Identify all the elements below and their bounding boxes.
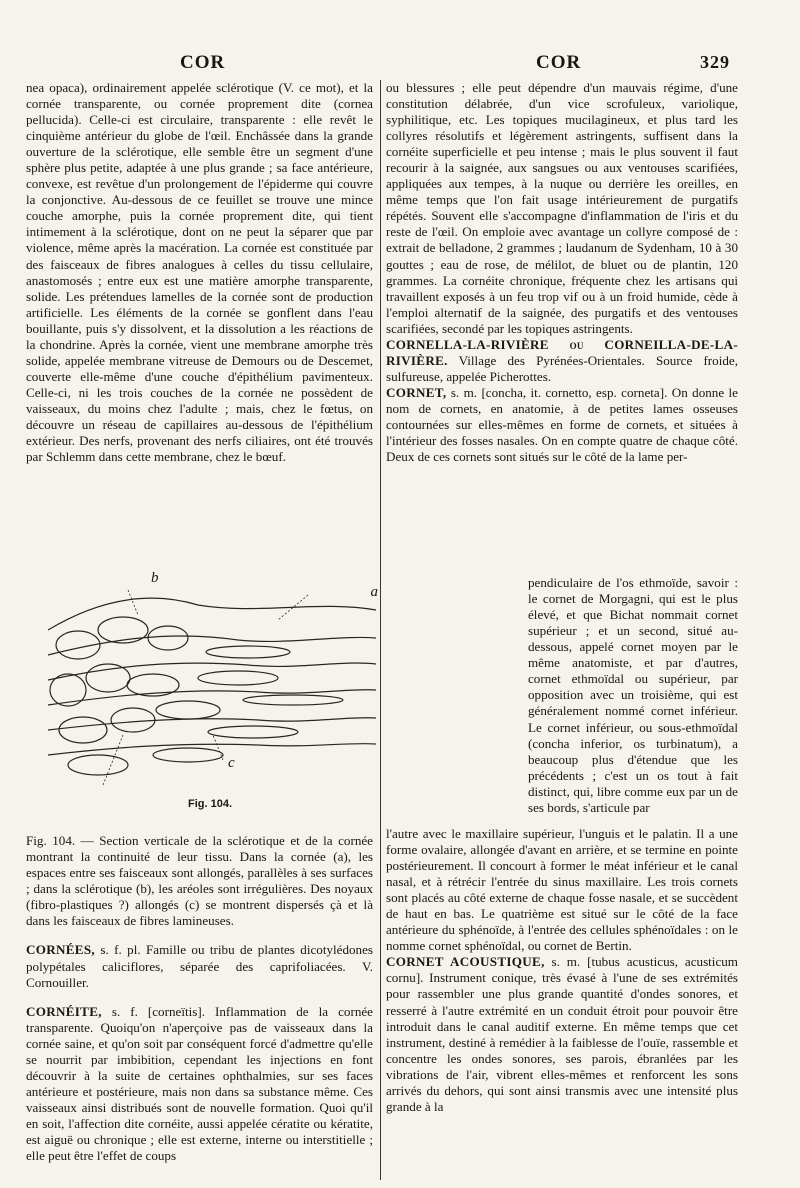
entry-corneite-head: CORNÉITE, <box>26 1003 102 1019</box>
right-narrow-column <box>528 562 738 829</box>
entry-corneite <box>26 1004 373 1164</box>
entry-cornees-head: CORNÉES, <box>26 942 95 958</box>
figure-label-b: b <box>151 570 159 586</box>
figure-caption: Fig. 104. <box>187 798 233 810</box>
header-right-word: COR <box>536 52 582 73</box>
entry-cornet-narrow: pendiculaire de l'os ethmoïde, savoir : le cornet de Morgagni, qui est le plus élevé, et que Bichat nommait cornet supérieur ; et un second, situé au-dessous, appelé cornet moyen par le même anatomiste, et par d'autres, cornet ethmoïdal ou supérieur, par opposition avec un troisième, qui est généralement nommé cornet inférieur. Le cornet inférieur, ou sous-ethmoïdal (concha inferior, os turbinatum), a beaucoup plus d'étendue que les précédents ; c'est un os tout à fait distinct, qui, libre comme eux par un de ses bords, s'articule par <box>528 575 738 815</box>
entry-cornees <box>26 942 373 990</box>
running-header <box>0 52 800 82</box>
figure-label-c: c <box>228 755 235 771</box>
entry-cornet-head: CORNET, <box>386 384 447 400</box>
entry-cornees-text: s. f. pl. Famille ou tribu de plantes dicotylédones polypétales caliciflores, séparée des caprifoliacées. V. Cornouiller. <box>26 942 373 990</box>
page-number: 329 <box>700 52 730 72</box>
entry-cornella <box>386 337 738 385</box>
fiber-section-drawing <box>38 560 380 792</box>
right-column-lower <box>386 826 738 1115</box>
corneite-continuation: ou blessures ; elle peut dépendre d'un mauvais régime, d'une constitution délabrée, d'un vice scrofuleux, variolique, syphilitique, etc. Les topiques mucilagineux, et plus tard les collyres résolutifs et légèrement astringents, suffisent dans la cornéite superficielle et peu intense ; mais le plus souvent il faut recourir à la saignée, aux sangsues ou aux ventouses scarifiées, appliquées aux tempes, à la nuque ou derrière les oreilles, en même temps que l'on fait usage intérieurement de purgatifs répétés. Souvent elle s'accompagne d'inflammation de l'iris et du reste de l'œil. On emploie avec avantage un collyre composé de : extrait de belladone, 2 grammes ; laudanum de Sydenham, 10 à 30 gouttes ; eau de rose, de mélilot, de bluet ou de plantin, 120 grammes. La cornéite chronique, fréquente chez les artisans qui travaillent exposés à un feu trop vif ou à un froid humide, cède à l'emploi alternatif de la saignée, des purgatifs et des ventouses scarifiées, secondé par les topiques astringents. <box>386 80 738 336</box>
entry-cornet-acoustique-text: s. m. [tubus acusticus, acusticum cornu]. Instrument conique, très évasé à l'une de ses extrémités pour rassembler une plus grande quantité d'ondes sonores, et resserré à l'autre extrémité en un conduit étroit pour pouvoir être introduit dans le canal auditif externe. En même temps que cet instrument, destiné à remédier à la faiblesse de l'ouïe, rassemble et concentre les ondes sonores, ses parois, ébranlées par les vibrations de l'air, vibrent elles-mêmes et renforcent les sons arrivés du dehors, qui sont ainsi transmis avec une intensité plus grande à la <box>386 954 738 1114</box>
figure-legend-text: Fig. 104. — Section verticale de la sclérotique et de la cornée montrant la continuité de leur tissu. Dans la cornée (a), les espaces entre ses faisceaux sont allongés, parallèles à ses surfaces ; dans la sclérotique (b), les aréoles sont irrégulières. Des noyaux (fibro-plastiques ?) allongés (c) se montrent dispersés çà et là dans les faisceaux de fibres lamineuses. <box>26 833 373 929</box>
entry-cornet-acoustique-head: CORNET ACOUSTIQUE, <box>386 954 545 970</box>
left-column-lower <box>26 820 373 1177</box>
entry-cornella-text: Village des Pyrénées-Orientales. Source froide, sulfureuse, appelée Picherottes. <box>386 352 738 384</box>
figure-104-illustration <box>38 560 380 792</box>
entry-cornella-head: CORNELLA-LA-RIVIÈRE ou CORNEILLA-DE-LA-RIVIÈRE. <box>386 336 738 368</box>
right-column <box>386 80 738 465</box>
entry-cornet-text-top: s. m. [concha, it. cornetto, esp. corneta]. On donne le nom de cornets, en anatomie, à de petites lames osseuses contournées sur elles-mêmes en forme de cornets, et situées à l'intérieur des fosses nasales. On en compte quatre de chaque côté. Deux de ces cornets sont situés sur le côté de la lame per- <box>386 384 738 465</box>
column-divider <box>380 80 381 1180</box>
entry-corneite-text: s. f. [corneïtis]. Inflammation de la cornée transparente. Quoiqu'on n'aperçoive pas de vaisseaux dans la cornée saine, et qu'on soit par conséquent forcé d'admettre qu'elle se nourrit par imbibition, cependant les injections en font découvrir à la suite de certaines ophthalmies, sur ses faces antérieure et postérieure, mais non dans sa substance même. Ces vaisseaux ainsi distribués sont de nouvelle formation. Quoi qu'il en soit, l'affection dite cornéite, aussi appelée cératite ou kératite, est aiguë ou chronique ; elle est externe, interne ou interstitielle ; elle peut être l'effet de coups <box>26 1003 373 1164</box>
entry-cornet-acoustique <box>386 954 738 1114</box>
header-left-word: COR <box>180 52 226 73</box>
left-column <box>26 80 373 465</box>
cornea-intro-paragraph: nea opaca), ordinairement appelée sclérotique (V. ce mot), et la cornée transparente, ou cornée proprement dite (cornea pellucida). Celle-ci est circulaire, transparente : elle revêt le cinquième antérieur du globe de l'œil. Enchâssée dans la grande ouverture de la sclérotique, elle semble être un segment d'une sphère plus petite, adaptée à une plus grande ; sa face antérieure, convexe, est revêtue d'un prolongement de l'épiderme qui couvre la conjonctive. Au-dessous de ce feuillet se trouve une mince couche amorphe, puis la cornée proprement dite, qui tient intimement à la sclérotique, dont on ne peut la séparer que par violence, même après la macération. La cornée est constituée par des faisceaux de fibres analogues à celles du tissu cellulaire, anastomosés ; entre eux est une matière amorphe transparente, solide. Les prétendues lamelles de la cornée sont de production artificielle. Les éléments de la cornée se gonflent dans l'eau bouillante, puis s'y dissolvent, et la dissolution a les réactions de la chondrine. Après la cornée, vient une membrane amorphe très solide, appelée membrane vitreuse de Demours ou de Descemet, couverte elle-même d'une couche d'épithélium pavimenteux. Celle-ci, ni les trois couches de la cornée ne possèdent de vaisseaux, du moins chez l'adulte ; mais, chez le fœtus, on découvre un réseau de capillaires au-dessous de l'épithélium extérieur. Des nerfs, provenant des nerfs ciliaires, ont été trouvés par Schlemm dans cette membrane, chez le bœuf. <box>26 80 373 465</box>
figure-label-a: a <box>370 584 378 600</box>
entry-cornet-top <box>386 385 738 465</box>
entry-cornet-bottom: l'autre avec le maxillaire supérieur, l'unguis et le palatin. Il a une forme ovalaire, allongée d'avant en arrière, et se termine en pointe postérieurement. Il concourt à former le méat inférieur et le canal nasal, et à rétrécir l'entrée du sinus maxillaire. Les trois cornets sont placés au côté externe de chaque fosse nasale, et se succèdent de haut en bas. Le quatrième est situé sur le côté de la face antérieure du sphénoïde, à l'entrée des cellules sphénoïdales : on le nomme cornet sphénoïdal, ou cornet de Bertin. <box>386 826 738 954</box>
